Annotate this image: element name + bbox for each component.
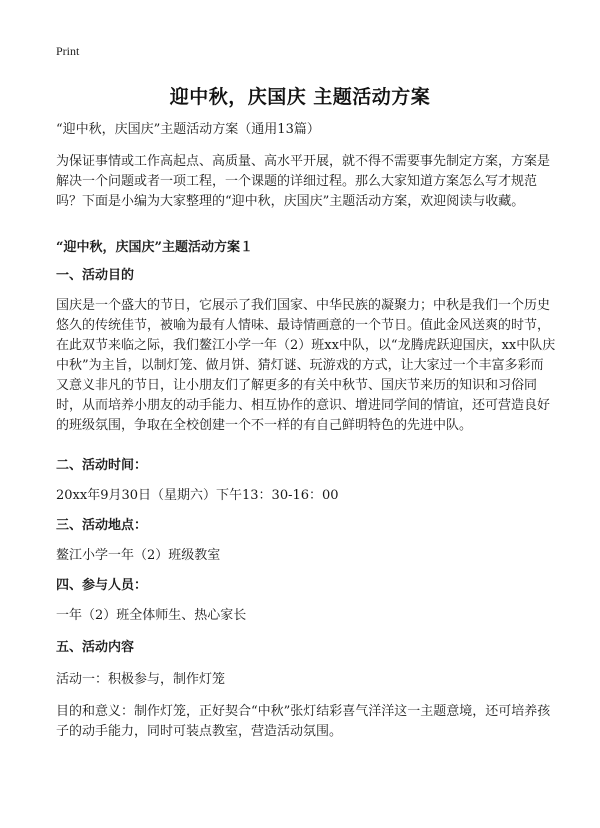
section-purpose-text: 国庆是一个盛大的节日，它展示了我们国家、中华民族的凝聚力；中秋是我们一个历史悠久的传统佳节，被喻为最有人情味、最诗情画意的一个节日。值此金风送爽的时节，在此双节来临之际，我们鳌江小学一年（2）班xx中队，以“龙腾虎跃迎国庆，xx中队庆中秋”为主旨，以制灯笼、做月饼、猜灯谜、玩游戏的方式，让大家过一个丰富多彩而又意义非凡的节日，让小朋友们了解更多的有关中秋节、国庆节来历的知识和习俗同时，从而培养小朋友的动手能力、相互协作的意识、增进同学间的情谊，还可营造良好的班级氛围，争取在全校创建一个不一样的有自己鲜明特色的先进中队。 [56, 298, 556, 433]
section-place-heading: 三、活动地点： [56, 518, 148, 533]
document-subtitle: “迎中秋，庆国庆”主题活动方案（通用13篇） [56, 122, 320, 137]
activity-1-title: 活动一：积极参与，制作灯笼 [56, 672, 226, 687]
section-time-text: 20xx年9月30日（星期六）下午13：30-16：00 [56, 488, 339, 503]
section-time-heading: 二、活动时间： [56, 458, 148, 473]
section-content-heading: 五、活动内容 [56, 640, 135, 655]
print-link[interactable]: Print [56, 44, 80, 58]
intro-paragraph: 为保证事情或工作高起点、高质量、高水平开展，就不得不需要事先制定方案，方案是解决一个问题或者一项工程，一个课题的详细过程。那么大家知道方案怎么写才规范吗？下面是小编为大家整理的“迎中秋，庆国庆”主题活动方案，欢迎阅读与收藏。 [56, 154, 551, 209]
plan-1-heading: “迎中秋，庆国庆”主题活动方案１ [56, 240, 253, 255]
section-place-text: 鳌江小学一年（2）班级教室 [56, 548, 221, 563]
page-title: 迎中秋，庆国庆 主题活动方案 [169, 86, 431, 108]
activity-1-text: 目的和意义：制作灯笼，正好契合“中秋”张灯结彩喜气洋洋这一主题意境，还可培养孩子的动手能力，同时可装点教室，营造活动氛围。 [56, 704, 551, 739]
section-people-text: 一年（2）班全体师生、热心家长 [56, 608, 247, 623]
section-people-heading: 四、参与人员： [56, 578, 148, 593]
section-purpose-heading: 一、活动目的 [56, 268, 135, 283]
